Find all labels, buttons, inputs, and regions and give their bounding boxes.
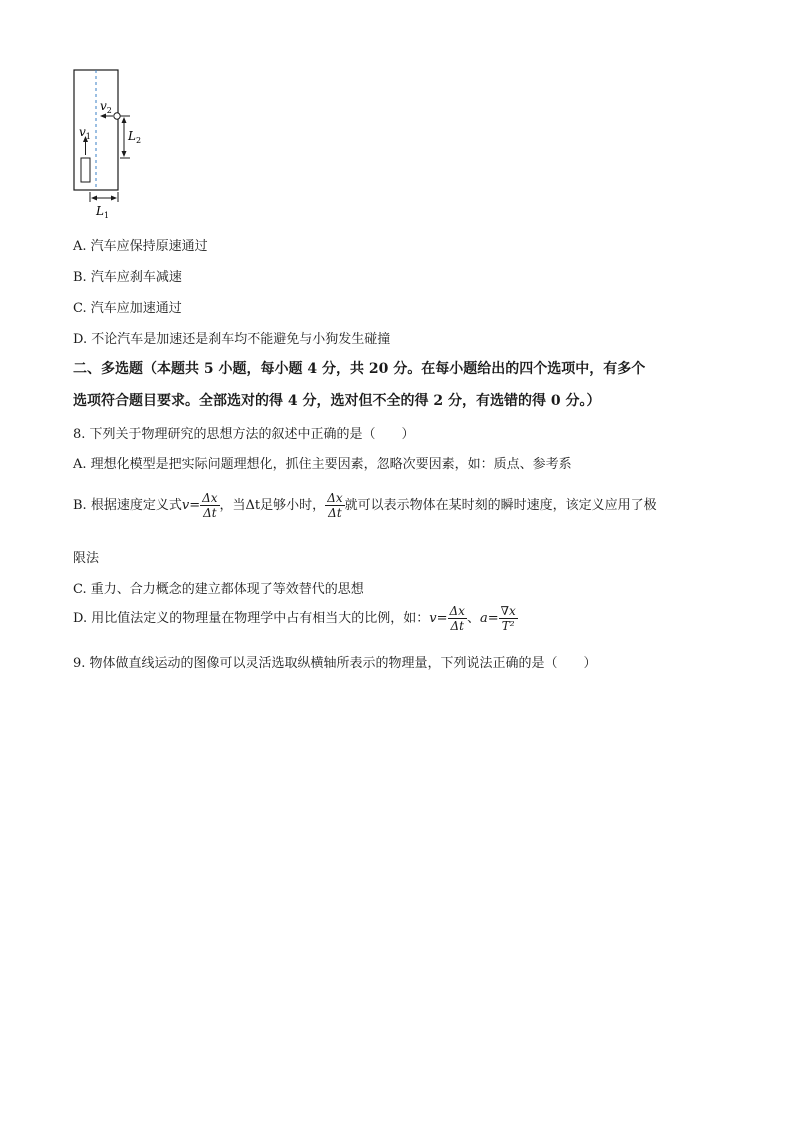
q8-d-frac1-num: Δx [449,604,465,618]
l2-arrowhead-top [122,117,127,123]
q8-d-fraction-2 [499,604,518,633]
v2-arrowhead [100,114,106,119]
l1-label: $L_1$ [96,204,110,220]
l1-arrowhead-left [91,196,97,201]
q8-d-v: v [429,611,437,626]
q8-b-prefix: B. 根据速度定义式 [73,498,182,513]
l1-arrowhead-right [111,196,117,201]
q8-b-fraction-2 [325,491,344,520]
section-heading-line1: 二、多选题（本题共 5 小题，每小题 4 分，共 20 分。在每小题给出的四个选项中，有多个 [73,361,646,377]
road-diagram [60,60,160,225]
q8-b-dt: Δt [245,498,261,513]
q8-d-sep: 、 [466,611,480,626]
q8-d-a: a [479,611,488,626]
q7-option-c: C. 汽车应加速通过 [73,301,182,316]
v2-label: $v_2$ [100,99,112,115]
q8-d-frac2-num: ∇x [500,604,516,618]
dog-icon [114,113,120,119]
q8-d-eq2: = [487,611,499,626]
q8-d-eq: = [436,611,448,626]
q8-b-frac2-den: Δt [328,506,342,520]
q8-b-mid1: ，当 [219,498,246,513]
q8-b-v: v [181,498,190,513]
q8-option-b-cont: 限法 [73,551,100,566]
l2-label: $L_2$ [128,129,142,145]
q8-d-frac2-den: T² [501,619,515,633]
q8-option-b [73,491,657,520]
q8-d-frac1-den: Δt [450,619,464,633]
q8-b-frac-num: Δx [202,491,218,505]
q8-d-prefix: D. 用比值法定义的物理量在物理学中占有相当大的比例，如： [73,611,430,626]
q8-option-a: A. 理想化模型是把实际问题理想化，抓住主要因素，忽略次要因素，如：质点、参考系 [73,457,572,472]
section-heading-line2: 选项符合题目要求。全部选对的得 4 分，选对但不全的得 2 分，有选错的得 0 分。） [73,393,601,409]
q8-b-frac2-num: Δx [327,491,343,505]
q9-stem: 9. 物体做直线运动的图像可以灵活选取纵横轴所表示的物理量，下列说法正确的是（ ） [73,656,597,671]
q8-d-fraction-1 [448,604,467,633]
q8-b-mid2: 足够小时， [260,498,326,513]
l2-arrowhead-bottom [122,151,127,157]
q8-option-c: C. 重力、合力概念的建立都体现了等效替代的思想 [73,582,364,597]
q7-option-a: A. 汽车应保持原速通过 [73,239,208,254]
q8-b-frac-den: Δt [203,506,217,520]
car-icon [81,158,90,182]
q8-stem: 8. 下列关于物理研究的思想方法的叙述中正确的是（ ） [73,427,415,442]
q7-option-d: D. 不论汽车是加速还是刹车均不能避免与小狗发生碰撞 [73,332,391,347]
q8-b-suffix: 就可以表示物体在某时刻的瞬时速度，该定义应用了极 [344,498,657,513]
v1-label: $v_1$ [79,125,91,141]
q7-option-b: B. 汽车应刹车减速 [73,270,182,285]
q8-b-eq: = [189,498,201,513]
q8-b-fraction [200,491,219,520]
q8-option-d [73,604,518,633]
